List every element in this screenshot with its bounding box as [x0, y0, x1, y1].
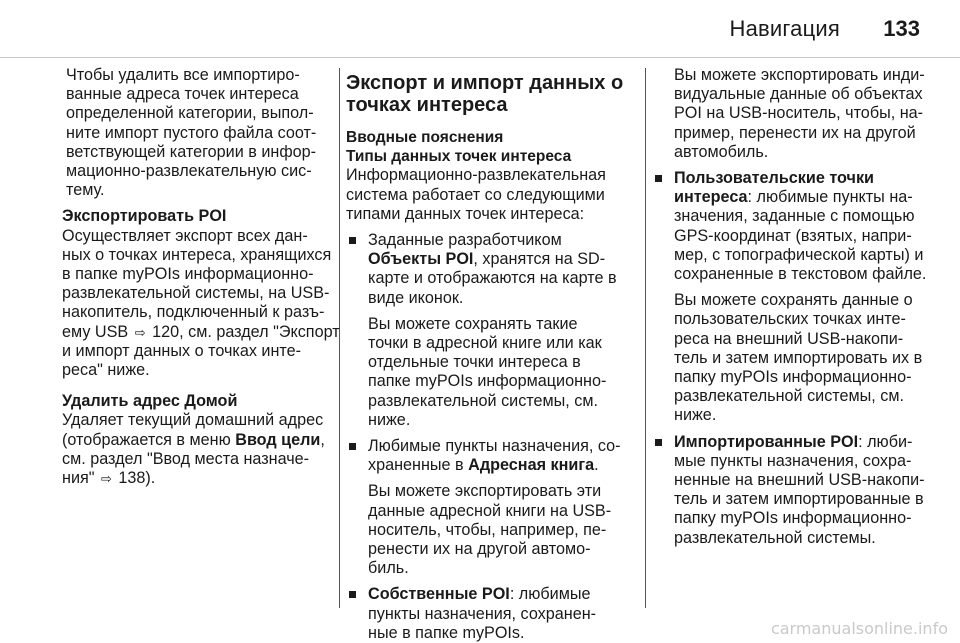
text-fragment: 138). [118, 469, 156, 488]
text-line: пользовательских точках инте- [674, 310, 906, 329]
text-line: значения, заданные с помощью [674, 207, 915, 226]
bullet-square-icon [349, 443, 356, 450]
text-line: реса" ниже. [62, 361, 150, 380]
header-divider [0, 57, 960, 58]
text-line: сохраненные в текстовом файле. [674, 265, 927, 284]
text-line: см. раздел "Ввод места назначе- [62, 449, 310, 468]
term: Пользовательские точки [674, 169, 874, 188]
page-header [0, 0, 960, 58]
column-1 [62, 66, 340, 488]
heading-line: точках интереса [346, 94, 508, 116]
text-fragment: . [594, 456, 599, 475]
text-fragment: (отображается в меню [62, 430, 236, 449]
term: Собственные POI [368, 585, 510, 604]
bullet-square-icon [349, 591, 356, 598]
list-item [652, 433, 952, 548]
text-line: система работает со следующими [346, 185, 605, 204]
term: Импортированные POI [674, 432, 859, 451]
text-line: видуальные данные об объектах [674, 85, 923, 104]
list-item [346, 585, 632, 643]
delete-home-heading: Удалить адрес Домой [62, 392, 238, 411]
text-line: GPS-координат (взятых, напри- [674, 226, 912, 245]
page-reference-icon: ⇨ [101, 471, 112, 487]
text-line: носитель, чтобы, например, пе- [368, 520, 607, 539]
text-line: данные адресной книги на USB- [368, 501, 612, 520]
text-line: в папке myPOIs информационно- [62, 265, 314, 284]
text-line: определенной категории, выпол- [66, 104, 314, 123]
text-line: и импорт данных о точках инте- [62, 341, 302, 360]
text-line: ниже. [368, 410, 411, 429]
text-line: Вы можете экспортировать эти [368, 482, 602, 501]
text-line: Вы можете сохранять данные о [674, 291, 913, 310]
text-line: Чтобы удалить все импортиро- [66, 66, 300, 84]
list-item [346, 437, 632, 578]
heading-line: Экспорт и импорт данных о [346, 72, 624, 94]
text-line: Удаляет текущий домашний адрес [62, 411, 324, 430]
menu-name: Ввод цели [235, 430, 321, 449]
text-fragment: : любимые [509, 585, 591, 604]
text-line: ренести их на другой автомо- [368, 540, 591, 559]
text-line: типами данных точек интереса: [346, 204, 585, 223]
text-line: пример, перенести их на другой [674, 123, 916, 142]
list-item [652, 169, 952, 426]
column-divider-2 [645, 68, 646, 608]
text-fragment: : люби- [858, 432, 913, 451]
text-line: Информационно-развлекательная [346, 166, 606, 185]
text-line: ниже. [674, 406, 717, 425]
column-2 [346, 66, 632, 643]
continued-paragraph [652, 66, 952, 162]
text-line [368, 250, 632, 269]
text-line [674, 433, 952, 452]
export-poi-heading: Экспортировать POI [62, 207, 227, 226]
subheading-intro: Вводные пояснения [346, 129, 504, 146]
text-fragment: , хранятся на SD- [473, 250, 606, 269]
text-line: папку myPOIs информационно- [674, 509, 912, 528]
delete-reference-line [62, 469, 332, 488]
text-line: карте и отображаются на карте в [368, 269, 617, 288]
text-line: реса на внешний USB-накопи- [674, 329, 904, 348]
subheading-poi-types: Типы данных точек интереса [346, 148, 572, 166]
text-line [368, 456, 632, 475]
text-line: ванные адреса точек интереса [66, 85, 299, 104]
text-line: тель и затем импортированные в [674, 490, 924, 509]
text-line: развлекательной системы, см. [368, 391, 599, 410]
column-3 [652, 66, 952, 548]
text-line: виде иконок. [368, 288, 464, 307]
text-fragment: , [320, 430, 325, 449]
text-line: тель и затем импортировать их в [674, 348, 923, 367]
text-line: ные в папке myPOIs. [368, 623, 525, 642]
text-line: ните импорт пустого файла соот- [66, 123, 317, 142]
text-line: биль. [368, 559, 409, 578]
page-number: 133 [883, 16, 920, 41]
text-fragment: 120, см. раздел "Экспорт [152, 322, 340, 341]
text-fragment: храненные в [368, 456, 469, 475]
text-line: Осуществляет экспорт всех дан- [62, 226, 308, 245]
intro-paragraph [62, 66, 332, 200]
text-line: мые пункты назначения, сохра- [674, 451, 912, 470]
text-line: папке myPOIs информационно- [368, 372, 607, 391]
list-item [346, 231, 632, 430]
section-title: Навигация [729, 16, 840, 41]
text-line: накопитель, подключенный к разъ- [62, 303, 325, 322]
bullet-square-icon [655, 439, 662, 446]
text-line: развлекательной системы, на USB- [62, 284, 330, 303]
text-line: автомобиль. [674, 142, 769, 161]
watermark: carmanualsonline.info [770, 619, 948, 638]
text-line [62, 431, 332, 450]
text-line: папку myPOIs информационно- [674, 368, 912, 387]
text-line: Заданные разработчиком [368, 231, 562, 250]
text-line: ных о точках интереса, хранящихся [62, 245, 332, 264]
bullet-square-icon [655, 175, 662, 182]
text-line: точки в адресной книге или как [368, 334, 602, 353]
text-line: Вы можете сохранять такие [368, 314, 578, 333]
text-line: отдельные точки интереса в [368, 353, 581, 372]
text-line: тему. [66, 181, 105, 200]
page-reference-icon: ⇨ [134, 324, 146, 340]
section-heading [346, 72, 632, 116]
text-line [368, 585, 632, 604]
term: Объекты POI [368, 250, 474, 269]
text-line: развлекательной системы. [674, 528, 876, 547]
text-fragment: ния" [62, 469, 95, 488]
bullet-square-icon [349, 237, 356, 244]
text-line: POI на USB-носитель, чтобы, на- [674, 104, 924, 123]
text-fragment: : любимые пункты на- [747, 188, 913, 207]
text-line: ненные на внешний USB-накопи- [674, 471, 925, 490]
term: интереса [674, 188, 748, 207]
menu-name: Адресная книга [468, 456, 595, 475]
text-line: развлекательной системы, см. [674, 387, 905, 406]
export-reference-line [62, 322, 340, 342]
text-line: мационно-развлекательную сис- [66, 162, 312, 181]
text-line: мер, с топографической карты) и [674, 245, 924, 264]
text-fragment: ему USB [62, 322, 129, 341]
text-line: пункты назначения, сохранен- [368, 604, 597, 623]
text-line: Вы можете экспортировать инди- [674, 66, 925, 84]
text-line: Любимые пункты назначения, со- [368, 437, 621, 456]
text-line [674, 188, 952, 207]
text-line: ветствующей категории в инфор- [66, 142, 317, 161]
